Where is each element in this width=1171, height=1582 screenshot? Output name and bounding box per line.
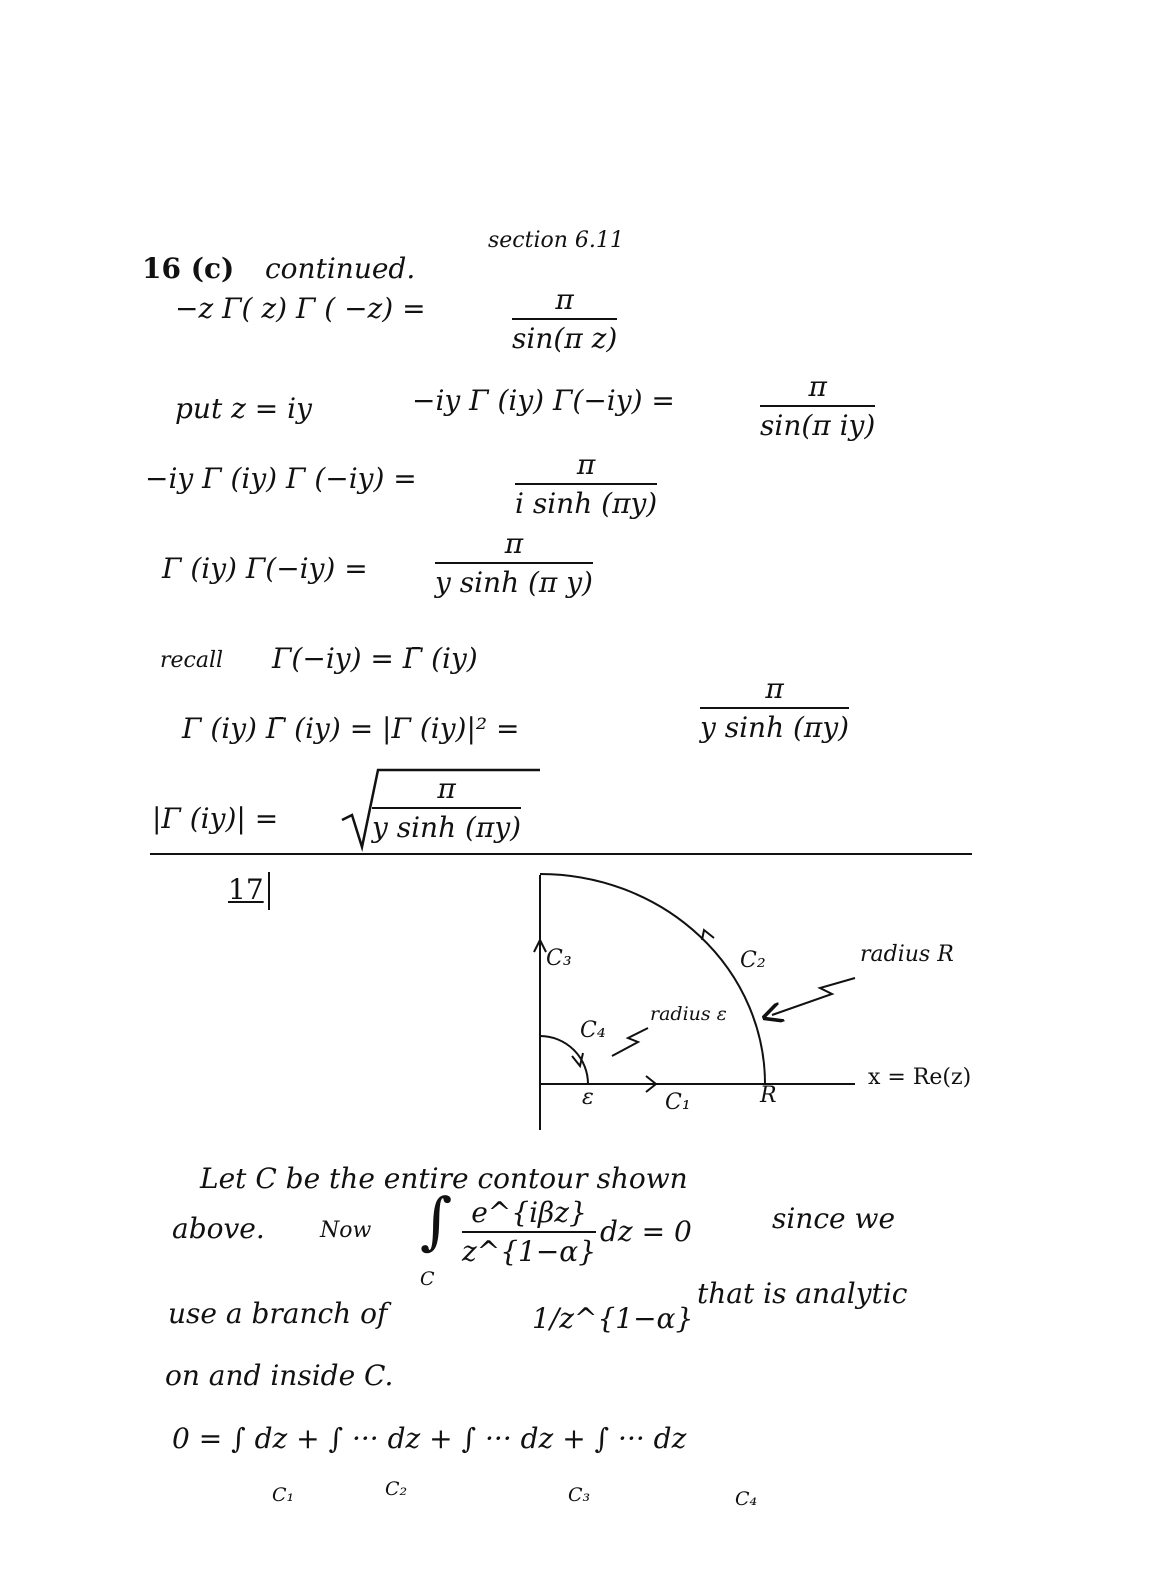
- final-sub-c2: C₂: [385, 1478, 408, 1500]
- integral-sub-c: C: [420, 1268, 435, 1290]
- label-epsilon: ε: [582, 1085, 594, 1110]
- text-analytic: that is analytic: [697, 1277, 908, 1310]
- label-radius-r: radius R: [860, 942, 954, 967]
- eq2-lhs: −iy Γ (iy) Γ(−iy) =: [412, 384, 675, 417]
- recall-text: recall: [160, 648, 224, 673]
- eq4-num: π: [435, 527, 593, 564]
- radius-r-pointer: [772, 978, 855, 1015]
- label-c3: C₃: [546, 946, 572, 971]
- eq1-num: π: [512, 283, 617, 320]
- eq3-frac: [515, 448, 657, 520]
- eq6-lhs: Γ (iy) Γ̄ (iy) = |Γ (iy)|² =: [182, 712, 520, 745]
- eq6-num: π: [700, 672, 849, 709]
- section-divider: [150, 853, 972, 855]
- eq4-frac: [435, 527, 593, 599]
- eq1-den: sin(π z): [512, 322, 618, 355]
- eq3-num: π: [515, 448, 657, 485]
- text-dz-zero: dz = 0: [600, 1215, 692, 1248]
- eq6-den: y sinh (πy): [700, 711, 850, 744]
- eq6-frac: [700, 672, 849, 744]
- text-above: above.: [172, 1212, 265, 1245]
- c2-arc: [540, 874, 765, 1084]
- eq7-den: y sinh (πy): [372, 811, 522, 844]
- text-branch-fn: 1/z^{1−α}: [532, 1302, 694, 1335]
- eq3-lhs: −iy Γ (iy) Γ (−iy) =: [145, 462, 417, 495]
- section-title: section 6.11: [488, 228, 624, 253]
- eq7-num: π: [372, 772, 521, 809]
- problem-label: 16 (c): [142, 252, 235, 285]
- eq7-lhs: |Γ (iy)| =: [152, 802, 279, 835]
- eq1-lhs: −z Γ( z) Γ ( −z) =: [175, 292, 426, 325]
- text-on-inside: on and inside C.: [165, 1359, 394, 1392]
- problem-17-bracket: [268, 872, 270, 910]
- final-sub-c1: C₁: [272, 1484, 295, 1506]
- problem-17-label: 17: [228, 873, 264, 906]
- label-c2: C₂: [740, 948, 766, 973]
- label-axis: x = Re(z): [868, 1065, 972, 1090]
- radius-e-pointer: [612, 1028, 648, 1056]
- label-r: R: [760, 1083, 777, 1108]
- eq4-lhs: Γ (iy) Γ(−iy) =: [162, 552, 368, 585]
- text-line1: Let C be the entire contour shown: [200, 1162, 688, 1195]
- eq2-frac: [760, 370, 875, 442]
- final-sub-c3: C₃: [568, 1484, 591, 1506]
- continued-text: continued.: [265, 252, 416, 285]
- text-since-we: since we: [772, 1202, 896, 1235]
- eq2-put: put z = iy: [175, 392, 312, 425]
- label-c4: C₄: [580, 1018, 606, 1043]
- integral-sign: ∫: [420, 1184, 453, 1257]
- final-equation: 0 = ∫ dz + ∫ ··· dz + ∫ ··· dz + ∫ ··· dz: [172, 1422, 687, 1455]
- text-use-branch: use a branch of: [168, 1297, 388, 1330]
- integrand-den: z^{1−α}: [462, 1235, 597, 1268]
- eq7-frac: [372, 772, 521, 844]
- eq1-frac: [512, 283, 617, 355]
- label-radius-e: radius ε: [650, 1003, 727, 1025]
- text-now: Now: [320, 1218, 372, 1243]
- eq3-den: i sinh (πy): [515, 487, 658, 520]
- c2-arrow: [702, 930, 714, 940]
- integrand-num: e^{iβz}: [462, 1196, 596, 1233]
- eq2-num: π: [760, 370, 875, 407]
- final-sub-c4: C₄: [735, 1488, 758, 1510]
- eq5-eq: Γ(−iy) = Γ̄ (iy): [272, 642, 478, 675]
- label-c1: C₁: [665, 1090, 691, 1115]
- eq4-den: y sinh (π y): [435, 566, 593, 599]
- eq2-den: sin(π iy): [760, 409, 876, 442]
- integrand-frac: [462, 1196, 596, 1268]
